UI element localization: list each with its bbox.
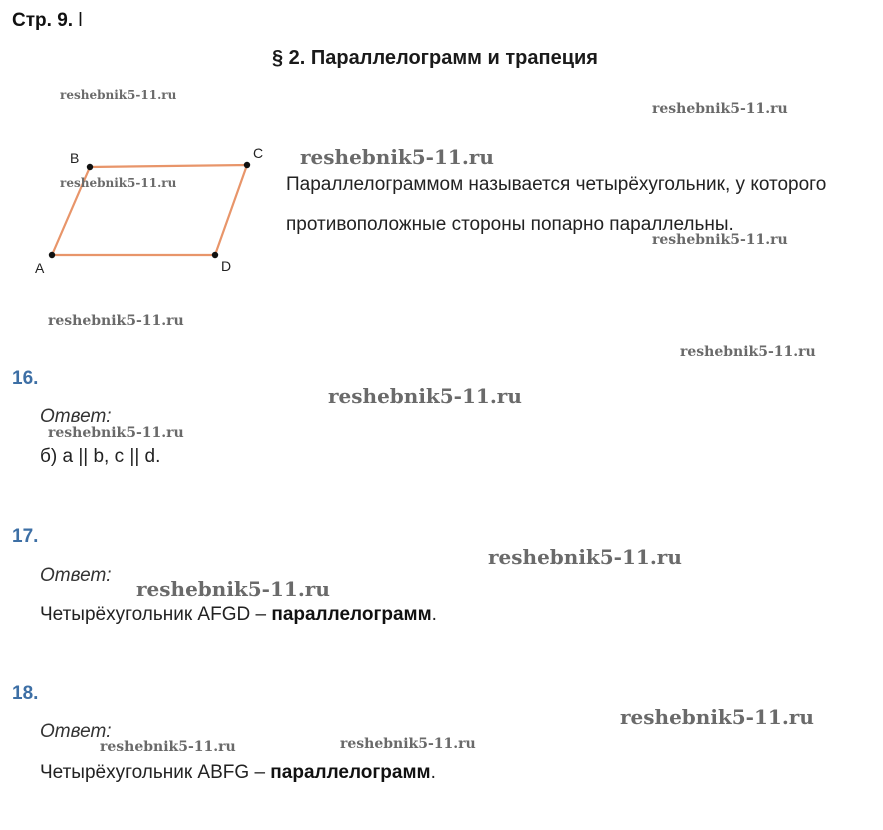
answer-18-bold: параллелограмм xyxy=(270,762,431,783)
watermark: reshebnik5-11.ru xyxy=(136,577,330,601)
watermark: reshebnik5-11.ru xyxy=(340,736,476,752)
watermark: reshebnik5-11.ru xyxy=(60,176,177,190)
watermark: reshebnik5-11.ru xyxy=(300,145,494,169)
vertex-label-b: B xyxy=(70,150,80,166)
task-number-18: 18. xyxy=(12,683,39,704)
vertex-point-a xyxy=(49,252,55,258)
vertex-point-b xyxy=(87,164,93,170)
watermark: reshebnik5-11.ru xyxy=(60,88,177,102)
answer-17-suffix: . xyxy=(431,604,437,625)
watermark: reshebnik5-11.ru xyxy=(328,384,522,408)
watermark: reshebnik5-11.ru xyxy=(100,739,236,755)
section-title: § 2. Параллелограмм и трапеция xyxy=(272,47,598,69)
vertex-label-c: C xyxy=(253,145,264,161)
watermark: reshebnik5-11.ru xyxy=(680,344,816,360)
vertex-label-a: A xyxy=(35,260,45,276)
answer-17-bold: параллелограмм xyxy=(271,604,432,625)
vertex-point-c xyxy=(244,162,250,168)
task-number-16: 16. xyxy=(12,368,39,389)
answer-18-suffix: . xyxy=(430,762,436,783)
page-number: Стр. 9. xyxy=(12,10,74,31)
watermark: reshebnik5-11.ru xyxy=(652,232,788,248)
answer-label-18: Ответ: xyxy=(40,721,112,742)
answer-17-prefix: Четырёхугольник AFGD – xyxy=(40,604,272,625)
watermark: reshebnik5-11.ru xyxy=(488,545,682,569)
answer-18-prefix: Четырёхугольник ABFG – xyxy=(40,762,271,783)
answer-label-16: Ответ: xyxy=(40,406,112,427)
task-number-17: 17. xyxy=(12,526,39,547)
page-label-mark: l xyxy=(78,10,83,31)
answer-text-18 xyxy=(40,762,436,784)
answer-text-17 xyxy=(40,604,437,626)
answer-label-17: Ответ: xyxy=(40,565,112,586)
watermark: reshebnik5-11.ru xyxy=(620,705,814,729)
answer-text-16: б) a || b, c || d. xyxy=(40,446,161,467)
definition-text: Параллелограммом называется четырёхугольник, у которого противоположные стороны попарно параллельны. xyxy=(286,174,827,235)
watermark: reshebnik5-11.ru xyxy=(48,425,184,441)
watermark: reshebnik5-11.ru xyxy=(48,313,184,329)
vertex-label-d: D xyxy=(221,258,232,274)
vertex-point-d xyxy=(212,252,218,258)
watermark: reshebnik5-11.ru xyxy=(652,101,788,117)
